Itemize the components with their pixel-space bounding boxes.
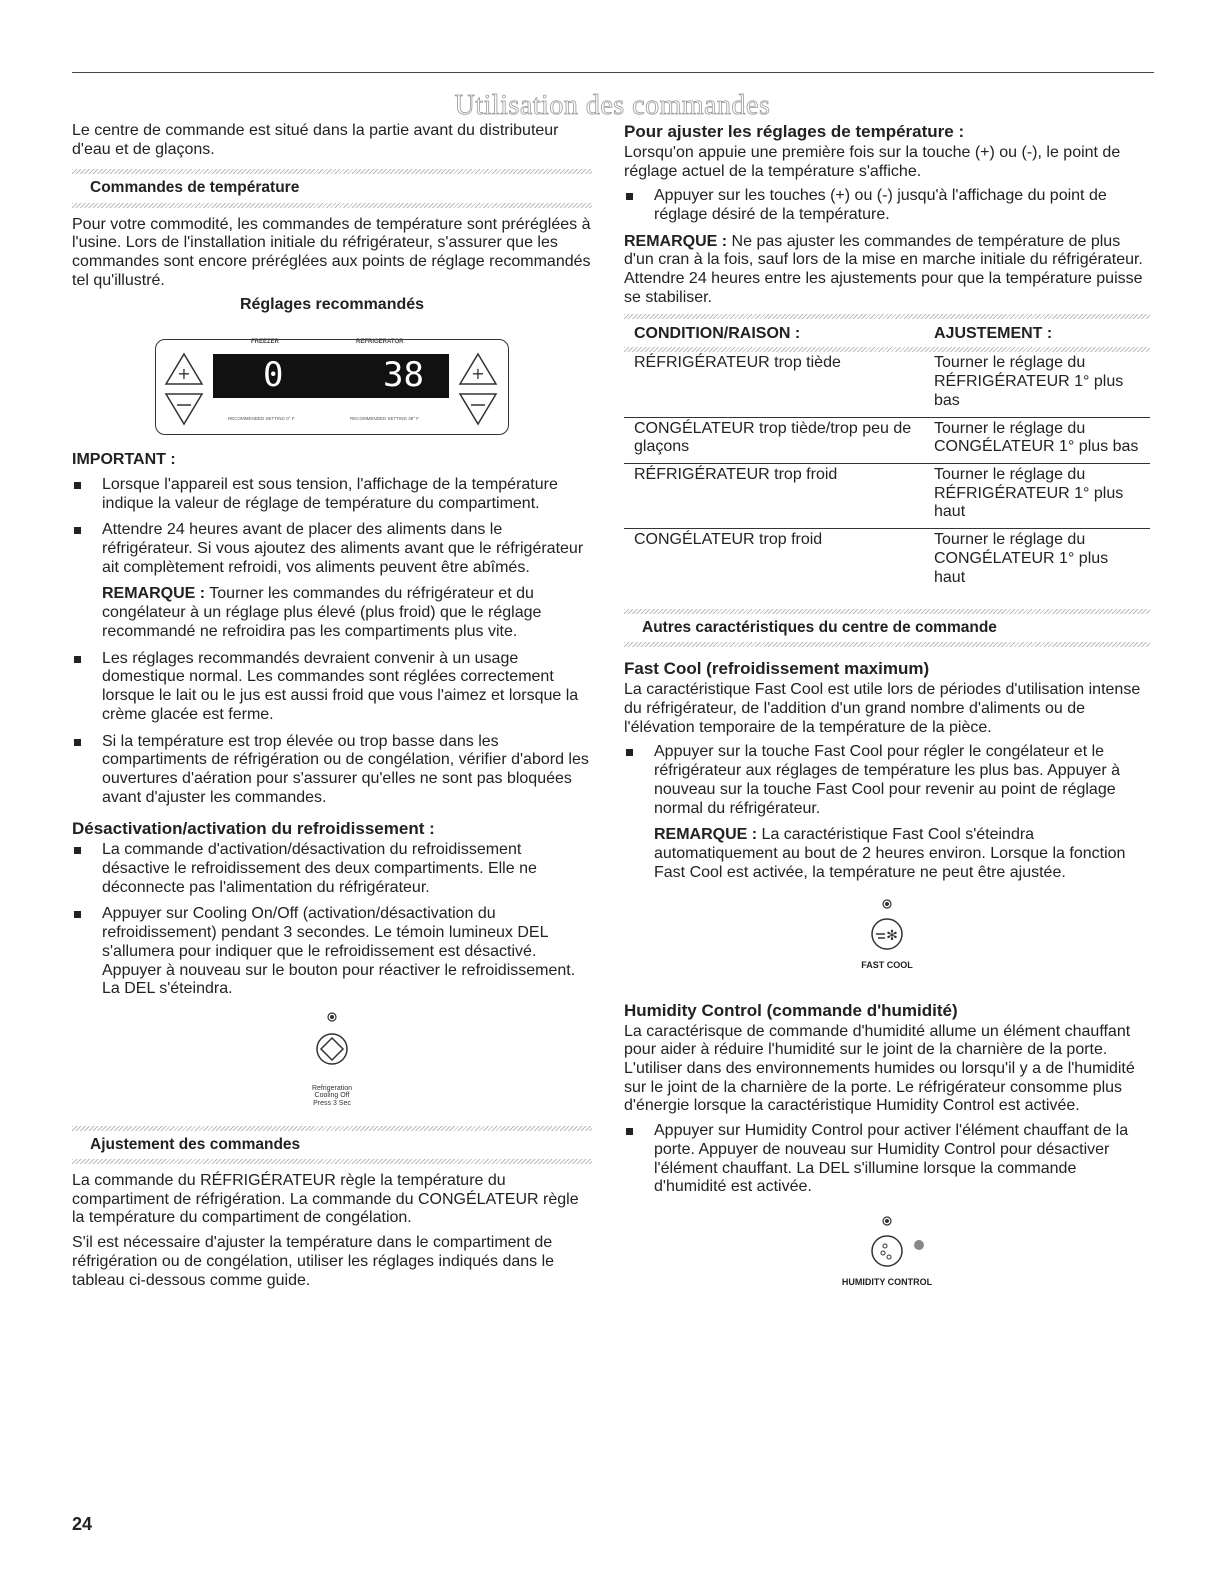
table-row: RÉFRIGÉRATEUR trop froid Tourner le réglage du RÉFRIGÉRATEUR 1° plus haut [624,463,1150,528]
temperature-display [213,354,449,398]
list-item: Les réglages recommandés devraient convenir à un usage domestique normal. Les commandes sont réglées correctement lorsque le lait ou le jus est aussi froid que vous l'aimez et lorsque la crème glacée est ferme. [72,650,592,725]
adjust-p2: S'il est nécessaire d'ajuster la température dans le compartiment de réfrigération ou de congélation, utiliser les réglages indiqués dans le tableau ci-dessous comme guide. [72,1234,555,1289]
important-list [72,476,592,578]
list-item: Si la température est trop élevée ou trop basse dans les compartiments de réfrigération ou de congélation, vérifier d'abord les ouvertures d'aération pour s'assurer qu'elles ne sont pas bloquées avant d'ajuster les commandes. [72,733,592,808]
freezer-label: FREEZER [251,339,280,346]
adjust-temp-body: Lorsqu'on appuie une première fois sur la touche (+) ou (-), le point de réglage actuel de la température s'affiche. [624,143,1121,180]
refrigerator-label: REFRIGERATOR [356,339,404,346]
minus-triangle-icon [458,392,498,426]
minus-triangle-icon [164,392,204,426]
fastcool-caption: FAST COOL [861,960,913,971]
table-row: RÉFRIGÉRATEUR trop tiède Tourner le réglage du RÉFRIGÉRATEUR 1° plus bas [624,352,1150,417]
humidity-control-icon [827,1213,947,1271]
svg-text:+: + [177,364,191,384]
list-item: Appuyer sur Cooling On/Off (activation/désactivation du refroidissement) pendant 3 secondes. Le témoin lumineux DEL s'allumera pour indiquer que le refroidissement est désactivé. Appuyer à nouveau sur le bouton pour réactiver le refroidissement. La DEL s'éteindra. [72,905,592,999]
svg-text:+: + [471,364,485,384]
fastcool-note: REMARQUE : La caractéristique Fast Cool s'éteindra automatiquement au bout de 2 heures environ. Lorsque la fonction Fast Cool est activée, la température ne peut être ajustée. [654,826,1126,881]
freezer-value: 0 [263,355,284,396]
table-row: CONGÉLATEUR trop tiède/trop peu de glaçons Tourner le réglage du CONGÉLATEUR 1° plus bas [624,417,1150,463]
control-panel-illustration [155,339,509,435]
table-header-condition: CONDITION/RAISON : [634,324,801,342]
svg-text:✻: ✻ [886,928,898,945]
left-column [72,122,592,1296]
fridge-recommended-note: RECOMMENDED SETTING 38° F [350,416,420,422]
cooling-button-illustration [72,1009,592,1108]
intro-text: Le centre de commande est situé dans la partie avant du distributeur d'eau et de glaçons. [72,122,559,158]
adjust-heading: Ajustement des commandes [90,1135,301,1153]
other-features-heading: Autres caractéristiques du centre de commande [642,619,997,637]
freezer-recommended-note: RECOMMENDED SETTING 0° F [228,416,295,422]
list-item: Appuyer sur Humidity Control pour activer l'élément chauffant de la porte. Appuyer de nouveau sur Humidity Control pour désactiver l'élément chauffant. La DEL s'illumine lorsque la commande d'humidité est activée. [624,1122,1150,1197]
fastcool-button-illustration [624,896,1150,970]
list-item: La commande d'activation/désactivation du refroidissement désactive le refroidissement des deux compartiments. Elle ne déconnecte pas l'alimentation du réfrigérateur. [72,841,592,897]
humidity-heading: Humidity Control (commande d'humidité) [624,1000,958,1020]
recommended-settings-heading: Réglages recommandés [239,296,425,314]
fast-cool-icon [867,896,907,954]
adjust-temp-note: REMARQUE : Ne pas ajuster les commandes de température de plus d'un cran à la fois, sauf lors de la mise en marche initiale du réfrigérateur. Attendre 24 heures entre les ajustements pour que la température puisse se stabiliser. [624,232,1143,306]
cooling-icon-line1: Refrigeration [311,1084,353,1092]
temp-controls-body: Pour votre commodité, les commandes de température sont préréglées à l'usine. Lors de l'installation initiale du réfrigérateur, s'assurer que les commandes sont encore préréglées aux points de réglage recommandés tel qu'illustré. [72,215,591,289]
list-item: Lorsque l'appareil est sous tension, l'affichage de la température indique la valeur de réglage de température du compartiment. [72,476,592,513]
adjust-temp-heading: Pour ajuster les réglages de température : [624,122,965,141]
section-header-other [624,609,1150,647]
fastcool-body: La caractéristique Fast Cool est utile lors de périodes d'utilisation intense du réfrigérateur, de l'addition d'un grand nombre d'aliments ou de l'élévation temporaire de la température de la pièce. [624,681,1141,736]
plus-triangle-icon [164,352,204,386]
fastcool-heading: Fast Cool (refroidissement maximum) [624,659,930,679]
table-row: CONGÉLATEUR trop froid Tourner le réglage du CONGÉLATEUR 1° plus haut [634,531,1109,586]
top-rule [72,72,1154,73]
page-title: Utilisation des commandes [454,90,771,121]
humidity-caption: HUMIDITY CONTROL [841,1276,933,1287]
humidity-list [624,1122,1150,1197]
cooling-list [72,841,592,999]
adjustment-table [624,323,1150,594]
temp-controls-heading: Commandes de température [90,179,300,197]
remark-note: REMARQUE : Tourner les commandes du réfrigérateur et du congélateur à un réglage plus élevé (plus froid) que le réglage recommandé ne refroidira pas les compartiments plus vite. [102,585,542,640]
list-item: Appuyer sur la touche Fast Cool pour régler le congélateur et le réfrigérateur aux réglages de température les plus bas. Appuyer à nouveau sur la touche Fast Cool pour revenir au point de réglage normal du réfrigérateur. [624,743,1150,818]
section-header-temp-controls [72,169,592,207]
humidity-button-illustration [624,1213,1150,1287]
cooling-heading: Désactivation/activation du refroidissement : [72,819,435,839]
section-header-adjust [72,1126,592,1164]
list-item: Attendre 24 heures avant de placer des aliments dans le réfrigérateur. Si vous ajoutez des aliments avant que le réfrigérateur ait complètement refroidi, vos aliments peuvent être abîmés. [72,521,592,577]
list-item: Appuyer sur les touches (+) ou (-) jusqu'à l'affichage du point de réglage désiré de la température. [624,187,1150,224]
page-number: 24 [72,1514,93,1534]
cooling-icon-line3: Press 3 Sec [313,1100,351,1108]
fastcool-list [624,743,1150,818]
cooling-off-icon [312,1009,352,1079]
important-list-continued [72,650,592,808]
important-label: IMPORTANT : [72,451,176,469]
humidity-body: La caractérisque de commande d'humidité allume un élément chauffant pour aider à réduire l'humidité sur le joint de la charnière de la porte. L'utiliser dans des environnements humides ou lorsqu'il y a de l'humidité sur le joint de la charnière de la porte. Le réfrigérateur consomme plus d'énergie lorsque la caractéristique Humidity Control est activée. [624,1022,1135,1115]
fridge-value: 38 [383,355,424,396]
right-column [624,122,1150,1297]
adjust-temp-list [624,187,1150,224]
table-header-adjustment: AJUSTEMENT : [934,324,1053,342]
plus-triangle-icon [458,352,498,386]
adjust-p1: La commande du RÉFRIGÉRATEUR règle la température du compartiment de réfrigération. La commande du CONGÉLATEUR règle la température du compartiment de congélation. [72,1171,579,1227]
cooling-icon-line2: Cooling Off [314,1092,350,1100]
